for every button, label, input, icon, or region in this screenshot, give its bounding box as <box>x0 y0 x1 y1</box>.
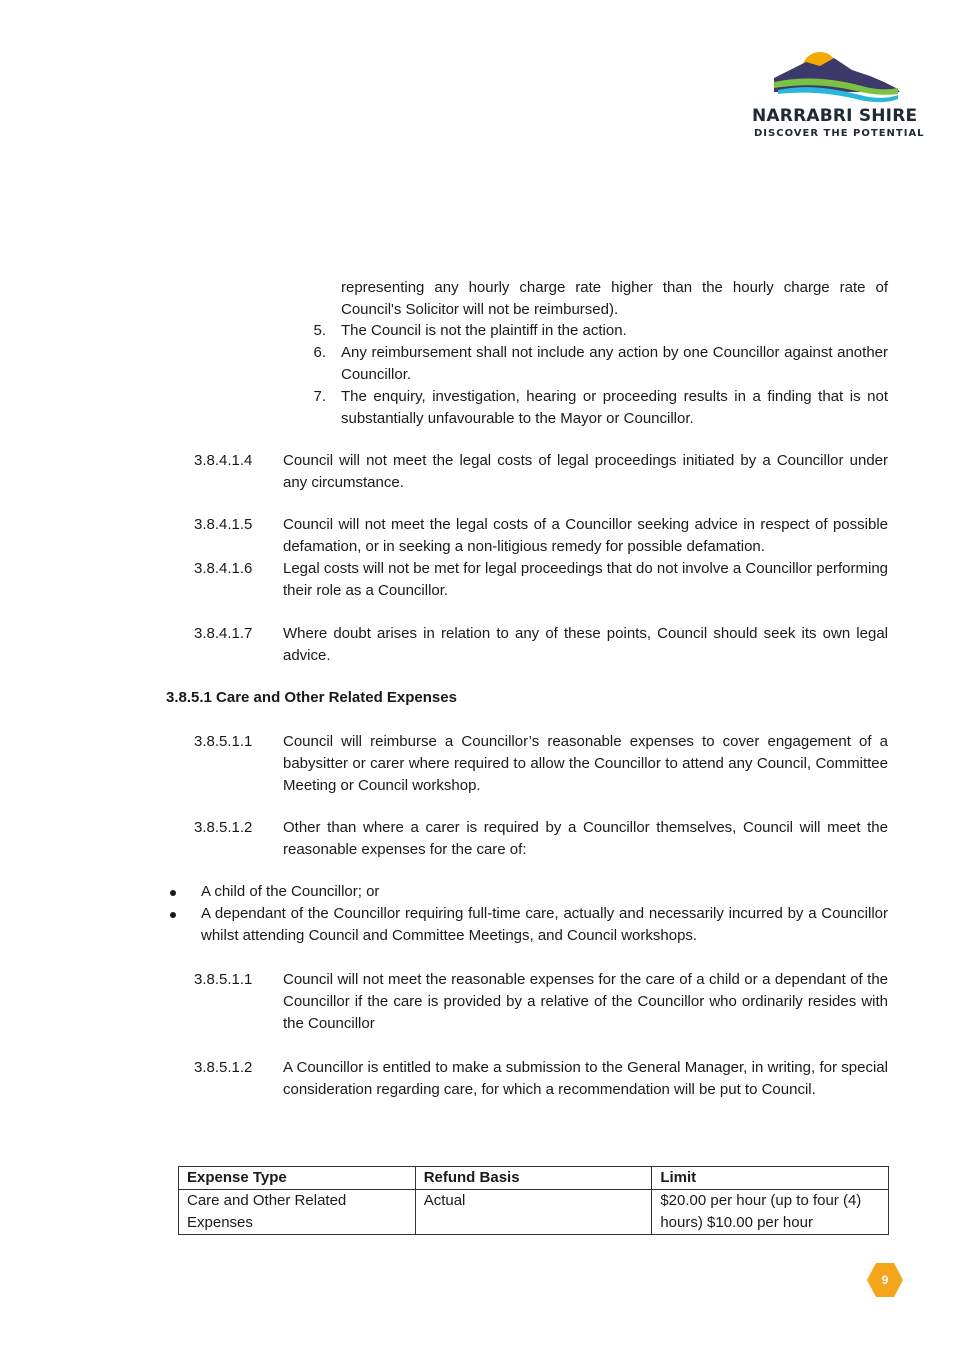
list-item <box>302 320 890 342</box>
landscape-logo-icon <box>772 48 902 106</box>
list-item-text: The enquiry, investigation, hearing or proceeding results in a finding that is not substantially unfavourable to the Mayor or Councillor. <box>341 388 888 427</box>
bullet-icon <box>170 890 176 896</box>
list-item-text: The Council is not the plaintiff in the action. <box>341 322 627 339</box>
clause-number: 3.8.4.1.4 <box>194 452 253 469</box>
list-item <box>302 386 890 430</box>
table-cell: Actual <box>415 1190 652 1235</box>
table-header-cell: Expense Type <box>179 1167 416 1190</box>
clause-text: Where doubt arises in relation to any of these points, Council should seek its own legal advice. <box>283 625 888 664</box>
clause-number: 3.8.4.1.6 <box>194 560 253 577</box>
table-header-cell: Limit <box>652 1167 889 1190</box>
clause-number: 3.8.5.1.2 <box>194 819 253 836</box>
clause-text: Council will not meet the reasonable expenses for the care of a child or a dependant of the Councillor if the care is provided by a relative of the Councillor who ordinarily resides with the Councillor <box>283 971 888 1032</box>
clause-number: 3.8.4.1.7 <box>194 625 253 642</box>
clause-number: 3.8.4.1.5 <box>194 516 253 533</box>
list-item-text: Any reimbursement shall not include any action by one Councillor against another Councillor. <box>341 344 888 383</box>
bullet-text: A dependant of the Councillor requiring full-time care, actually and necessarily incurred by a Councillor whilst attending Council and Committee Meetings, and Council workshops. <box>201 905 888 944</box>
logo-tagline: DISCOVER THE POTENTIAL <box>754 128 925 139</box>
narrabri-shire-logo <box>752 48 925 148</box>
table-row <box>179 1190 889 1235</box>
table-cell: Care and Other Related Expenses <box>179 1190 416 1235</box>
clause-number: 3.8.5.1.2 <box>194 1059 253 1076</box>
continued-paragraph: representing any hourly charge rate higher than the hourly charge rate of Council's Solicitor will not be reimbursed). <box>341 279 888 318</box>
page-number-badge <box>866 1262 904 1298</box>
page-number: 9 <box>881 1273 889 1287</box>
list-item-number: 6. <box>313 344 326 361</box>
list-item-number: 5. <box>313 322 326 339</box>
clause-text: A Councillor is entitled to make a submission to the General Manager, in writing, for special consideration regarding care, for which a recommendation will be put to Council. <box>283 1059 888 1098</box>
clause-number: 3.8.5.1.1 <box>194 733 253 750</box>
clause-text: Other than where a carer is required by a Councillor themselves, Council will meet the reasonable expenses for the care of: <box>283 819 888 858</box>
clause-text: Council will not meet the legal costs of legal proceedings initiated by a Councillor under any circumstance. <box>283 452 888 491</box>
bullet-text: A child of the Councillor; or <box>201 883 380 900</box>
logo-title: NARRABRI SHIRE <box>752 106 918 126</box>
bullet-icon <box>170 912 176 918</box>
table-header-row <box>179 1167 889 1190</box>
expense-table <box>178 1166 889 1235</box>
table-header-cell: Refund Basis <box>415 1167 652 1190</box>
table-cell: $20.00 per hour (up to four (4) hours) $10.00 per hour <box>652 1190 889 1235</box>
clause-text: Council will reimburse a Councillor’s reasonable expenses to cover engagement of a babysitter or carer where required to allow the Councillor to attend any Council, Committee Meeting or Council workshop. <box>283 733 888 794</box>
section-heading: 3.8.5.1 Care and Other Related Expenses <box>166 689 457 706</box>
clause-number: 3.8.5.1.1 <box>194 971 253 988</box>
clause-text: Council will not meet the legal costs of a Councillor seeking advice in respect of possible defamation, or in seeking a non-litigious remedy for possible defamation. <box>283 516 888 555</box>
list-item <box>302 342 890 386</box>
clause-text: Legal costs will not be met for legal proceedings that do not involve a Councillor performing their role as a Councillor. <box>283 560 888 599</box>
list-item-number: 7. <box>313 388 326 405</box>
